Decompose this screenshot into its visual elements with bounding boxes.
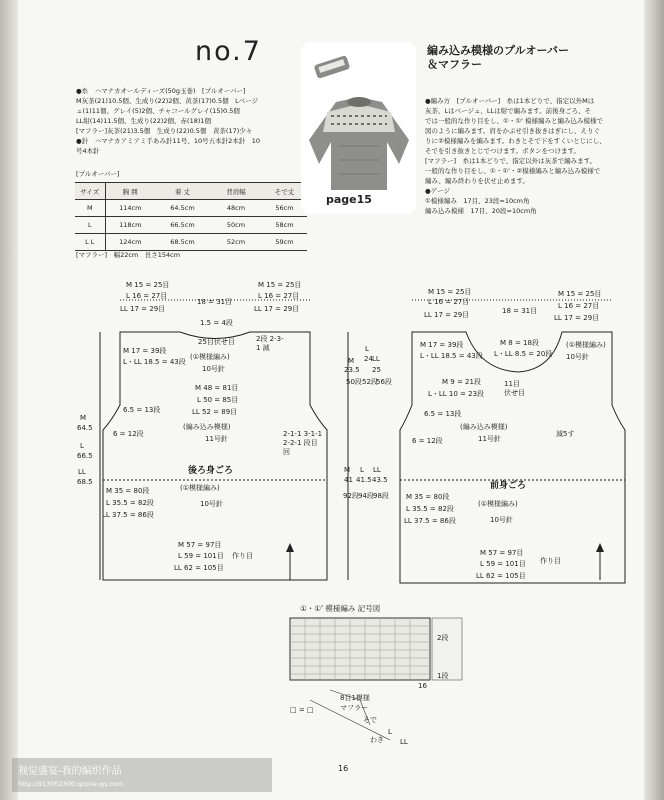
back-arm-rows: 6.5 = 13段 (123, 406, 161, 414)
armhole-ll-rows: 56段 (376, 378, 392, 386)
chart-row-2: 2段 (437, 634, 449, 642)
table-cell: 64.5cm (155, 200, 210, 217)
front-hem-l: L 59 = 101目 (480, 560, 526, 568)
back-chest-m: M 48 = 81目 (195, 384, 239, 392)
page-number: 16 (338, 764, 349, 773)
chart-muffler: マフラー (340, 704, 368, 712)
chart-side: わき (370, 736, 384, 744)
table-cell: 48cm (210, 200, 262, 217)
front-shoulder-l-r: L 16 = 27目 (558, 302, 600, 310)
back-arm-dec: 2-1-1 3-1-1 2-2-1 段目回 (283, 430, 323, 456)
back-yoke-lll: L・LL 18.5 = 43段 (123, 358, 186, 366)
back-body-m: M 35 = 80段 (106, 487, 150, 495)
table-cell: 118cm (105, 217, 155, 234)
front-fair: (編み込み模様) (460, 423, 508, 431)
front-hem-ll: LL 62 = 105目 (476, 572, 526, 580)
front-mid-m: M 9 = 21段 (442, 378, 481, 386)
back-pattern2: (①模様編み) (180, 484, 220, 492)
front-neck-lll: L・LL 8.5 = 20段 (494, 350, 553, 358)
side-ll: LL (373, 466, 381, 474)
front-yoke-lll: L・LL 18.5 = 43段 (420, 352, 483, 360)
armhole-m-rows: 50段 (346, 378, 362, 386)
front-dec5: 減5す (556, 430, 575, 438)
chart-ll: LL (400, 738, 408, 746)
back-len-l: L (80, 442, 84, 450)
side-ll-v: 43.5 (372, 476, 388, 484)
armhole-l: L (365, 345, 369, 353)
back-len-m: M (80, 414, 87, 422)
front-hem-m: M 57 = 97目 (480, 549, 524, 557)
front-shoulder-m: M 15 = 25目 (428, 288, 472, 296)
table-cell: 124cm (105, 234, 155, 251)
back-chest-ll: LL 52 = 89目 (192, 408, 238, 416)
needle-line: ●針 ハマナカアミアミ手あみ針11号、10号五本針2本針 10 (76, 137, 260, 145)
gauge-line: ①模様編み 17目、23段=10cm角 (425, 197, 530, 205)
instruction-line: りに②模様編みを編みます。わきとそで下をすくいとじにし、 (425, 137, 606, 145)
front-yoke-m: M 17 = 39段 (420, 341, 464, 349)
side-l-rows: 94段 (358, 492, 374, 500)
chart-repeat: 8目1模様 (340, 694, 370, 702)
yarn-line: M灰茶(21)10.5個、生成り(22)2個、黄茶(17)0.5個 Lベージ (76, 97, 259, 105)
armhole-m-v: 23.5 (344, 366, 360, 374)
table-cell: 68.5cm (155, 234, 210, 251)
front-fair-rows: 6 = 12段 (412, 437, 443, 445)
front-shoulder-m-r: M 15 = 25目 (558, 290, 602, 298)
col-header: そで丈 (262, 183, 307, 200)
watermark-url: http://913002300.qzone.qq.com (18, 780, 124, 788)
back-shoulder-ll: LL 17 = 29目 (120, 305, 166, 313)
armhole-ll: LL (372, 355, 380, 363)
table-cell: M (75, 200, 105, 217)
table-cell: 114cm (105, 200, 155, 217)
gauge-title: ●ゲージ (425, 187, 451, 195)
front-neck-m: M 8 = 18段 (500, 339, 539, 347)
back-chest-l: L 50 = 85目 (197, 396, 239, 404)
back-body-ll: LL 37.5 = 86段 (102, 511, 154, 519)
back-yoke-m: M 17 = 39段 (123, 347, 167, 355)
chart-l: L (388, 728, 392, 736)
col-header: 胸 囲 (105, 183, 155, 200)
back-needle2: 11号針 (205, 435, 228, 443)
front-shoulder-ll-r: LL 17 = 29目 (554, 314, 600, 322)
yarn-line: ュ(1)11個、グレイ(5)2個、チャコールグレイ(15)0.5個 (76, 107, 240, 115)
back-hem-l: L 59 = 101目 (178, 552, 224, 560)
table-cell: 59cm (262, 234, 307, 251)
side-m: M (344, 466, 351, 474)
side-ll-rows: 98段 (373, 492, 389, 500)
chart-legend: □ = □ (290, 706, 314, 714)
back-needle1: 10号針 (202, 365, 225, 373)
back-pattern1: (①模様編み) (190, 353, 230, 361)
col-header: 着 丈 (155, 183, 210, 200)
armhole-l-rows: 52段 (362, 378, 378, 386)
table-cell: 66.5cm (155, 217, 210, 234)
muffler-size: [マフラー] 幅22cm 長さ154cm (76, 251, 181, 259)
needle-line: 号4本針 (76, 147, 100, 155)
front-needle1: 10号針 (566, 353, 589, 361)
instruction-line: 編み、編み終わりを伏せ止めます。 (425, 177, 529, 185)
table-cell: 56cm (262, 200, 307, 217)
back-fair: (編み込み模様) (183, 423, 231, 431)
back-hem-m: M 57 = 97目 (178, 541, 222, 549)
back-len-m-v: 64.5 (77, 424, 93, 432)
front-body-ll: LL 37.5 = 86段 (404, 517, 456, 525)
back-shoulder-m-r: M 15 = 25目 (258, 281, 302, 289)
instruction-line: そでを引き抜きとじでつけます。ボタンをつけます。 (425, 147, 580, 155)
back-neck-width: 18 = 31目 (197, 298, 233, 306)
back-neck-depth: 1.5 = 4段 (200, 319, 233, 327)
chart-sleeve: そで (363, 716, 377, 724)
back-len-l-v: 66.5 (77, 452, 93, 460)
front-shoulder-l: L 16 = 27目 (428, 298, 470, 306)
instruction-line: 灰茶、Lはベージュ、LLは紺で編みます。前後身ごろ、そ (425, 107, 592, 115)
back-piece-name: 後ろ身ごろ (188, 466, 234, 476)
front-needle3: 10号針 (490, 516, 513, 524)
front-arm-rows: 6.5 = 13段 (424, 410, 462, 418)
back-needle3: 10号針 (200, 500, 223, 508)
front-pattern1: (①模様編み) (566, 341, 606, 349)
table-cell: 50cm (210, 217, 262, 234)
front-body-l: L 35.5 = 82段 (406, 505, 454, 513)
gauge-line: 編み込み模様 17目、20段=10cm角 (425, 207, 537, 215)
table-cell: 58cm (262, 217, 307, 234)
armhole-m: M (348, 357, 355, 365)
instruction-line: [マフラー] 糸は1本どりで、指定以外は灰茶で編みます。 (425, 157, 597, 165)
table-cell: L L (75, 234, 105, 251)
back-cast-on: 作り目 (232, 552, 253, 560)
col-header: サイズ (75, 183, 105, 200)
instruction-line: 一般的な作り目をし、①・①'・②模様編みと編み込み模様で (425, 167, 601, 175)
front-cast-on: 作り目 (540, 557, 561, 565)
instruction-line: ●編み方 [プルオーバー] 糸は1本どりで、指定以外Mは (425, 97, 595, 105)
back-shoulder-m: M 15 = 25目 (126, 281, 170, 289)
title-line-1: 編み込み模様のプルオーバー (427, 44, 570, 57)
table-cell: 52cm (210, 234, 262, 251)
back-shoulder-ll-r: LL 17 = 29目 (254, 305, 300, 313)
front-body-outline (400, 332, 625, 583)
col-header: 背肩幅 (210, 183, 262, 200)
side-l-v: 41.5 (356, 476, 372, 484)
back-fair-rows: 6 = 12段 (113, 430, 144, 438)
photo-caption: page15 (326, 193, 372, 206)
armhole-ll-v: 25 (372, 366, 381, 374)
armhole-l-v: 24 (364, 355, 373, 363)
instruction-line: では一般的な作り目をし、①・①' 模様編みと編み込み模様で (425, 117, 604, 125)
side-m-rows: 92段 (343, 492, 359, 500)
back-shoulder-l-r: L 16 = 27目 (258, 292, 300, 300)
yarn-line: [マフラー]灰茶(21)3.5個 生成り(22)0.5個 黄茶(17)少々 (76, 127, 253, 135)
table-cell: L (75, 217, 105, 234)
yarn-line: LL紺(14)11.5個、生成り(22)2個、赤(18)1個 (76, 117, 212, 125)
yarn-line: ●糸 ハマナカオールディーズ(50g玉巻) [プルオーバー] (76, 87, 246, 95)
size-table-label: [プルオーバー] (76, 170, 120, 178)
back-neck-dec: 2段 2-3-1 減 (256, 335, 284, 352)
watermark-title: 视觉盛宴-我的编织作品 (18, 766, 122, 777)
pattern-number: no.7 (195, 36, 262, 67)
back-body-l: L 35.5 = 82段 (106, 499, 154, 507)
instruction-line: 図のように編みます。肩をかぶせ引き抜きはぎにし、えりぐ (425, 127, 600, 135)
title-line-2: ＆マフラー (427, 58, 482, 71)
front-neck-width: 18 = 31目 (502, 307, 538, 315)
chart-stitch-16: 16 (418, 682, 427, 690)
front-needle2: 11号針 (478, 435, 501, 443)
back-len-ll-v: 68.5 (77, 478, 93, 486)
front-body-m: M 35 = 80段 (406, 493, 450, 501)
front-shoulder-ll: LL 17 = 29目 (424, 311, 470, 319)
front-piece-name: 前身ごろ (490, 481, 527, 491)
front-center-bindoff: 11目伏せ目 (504, 380, 525, 397)
back-len-ll: LL (78, 468, 86, 476)
side-m-v: 41 (344, 476, 353, 484)
side-l: L (360, 466, 364, 474)
front-pattern2: (①模様編み) (478, 500, 518, 508)
back-shoulder-l: L 16 = 27目 (126, 292, 168, 300)
front-mid-lll: L・LL 10 = 23段 (428, 390, 485, 398)
chart-row-1: 1段 (437, 672, 449, 680)
back-neck-bindoff: 25目伏せ目 (198, 338, 235, 346)
back-hem-ll: LL 62 = 105目 (174, 564, 224, 572)
chart-title: ①・①' 模様編み 記号図 (300, 604, 381, 613)
